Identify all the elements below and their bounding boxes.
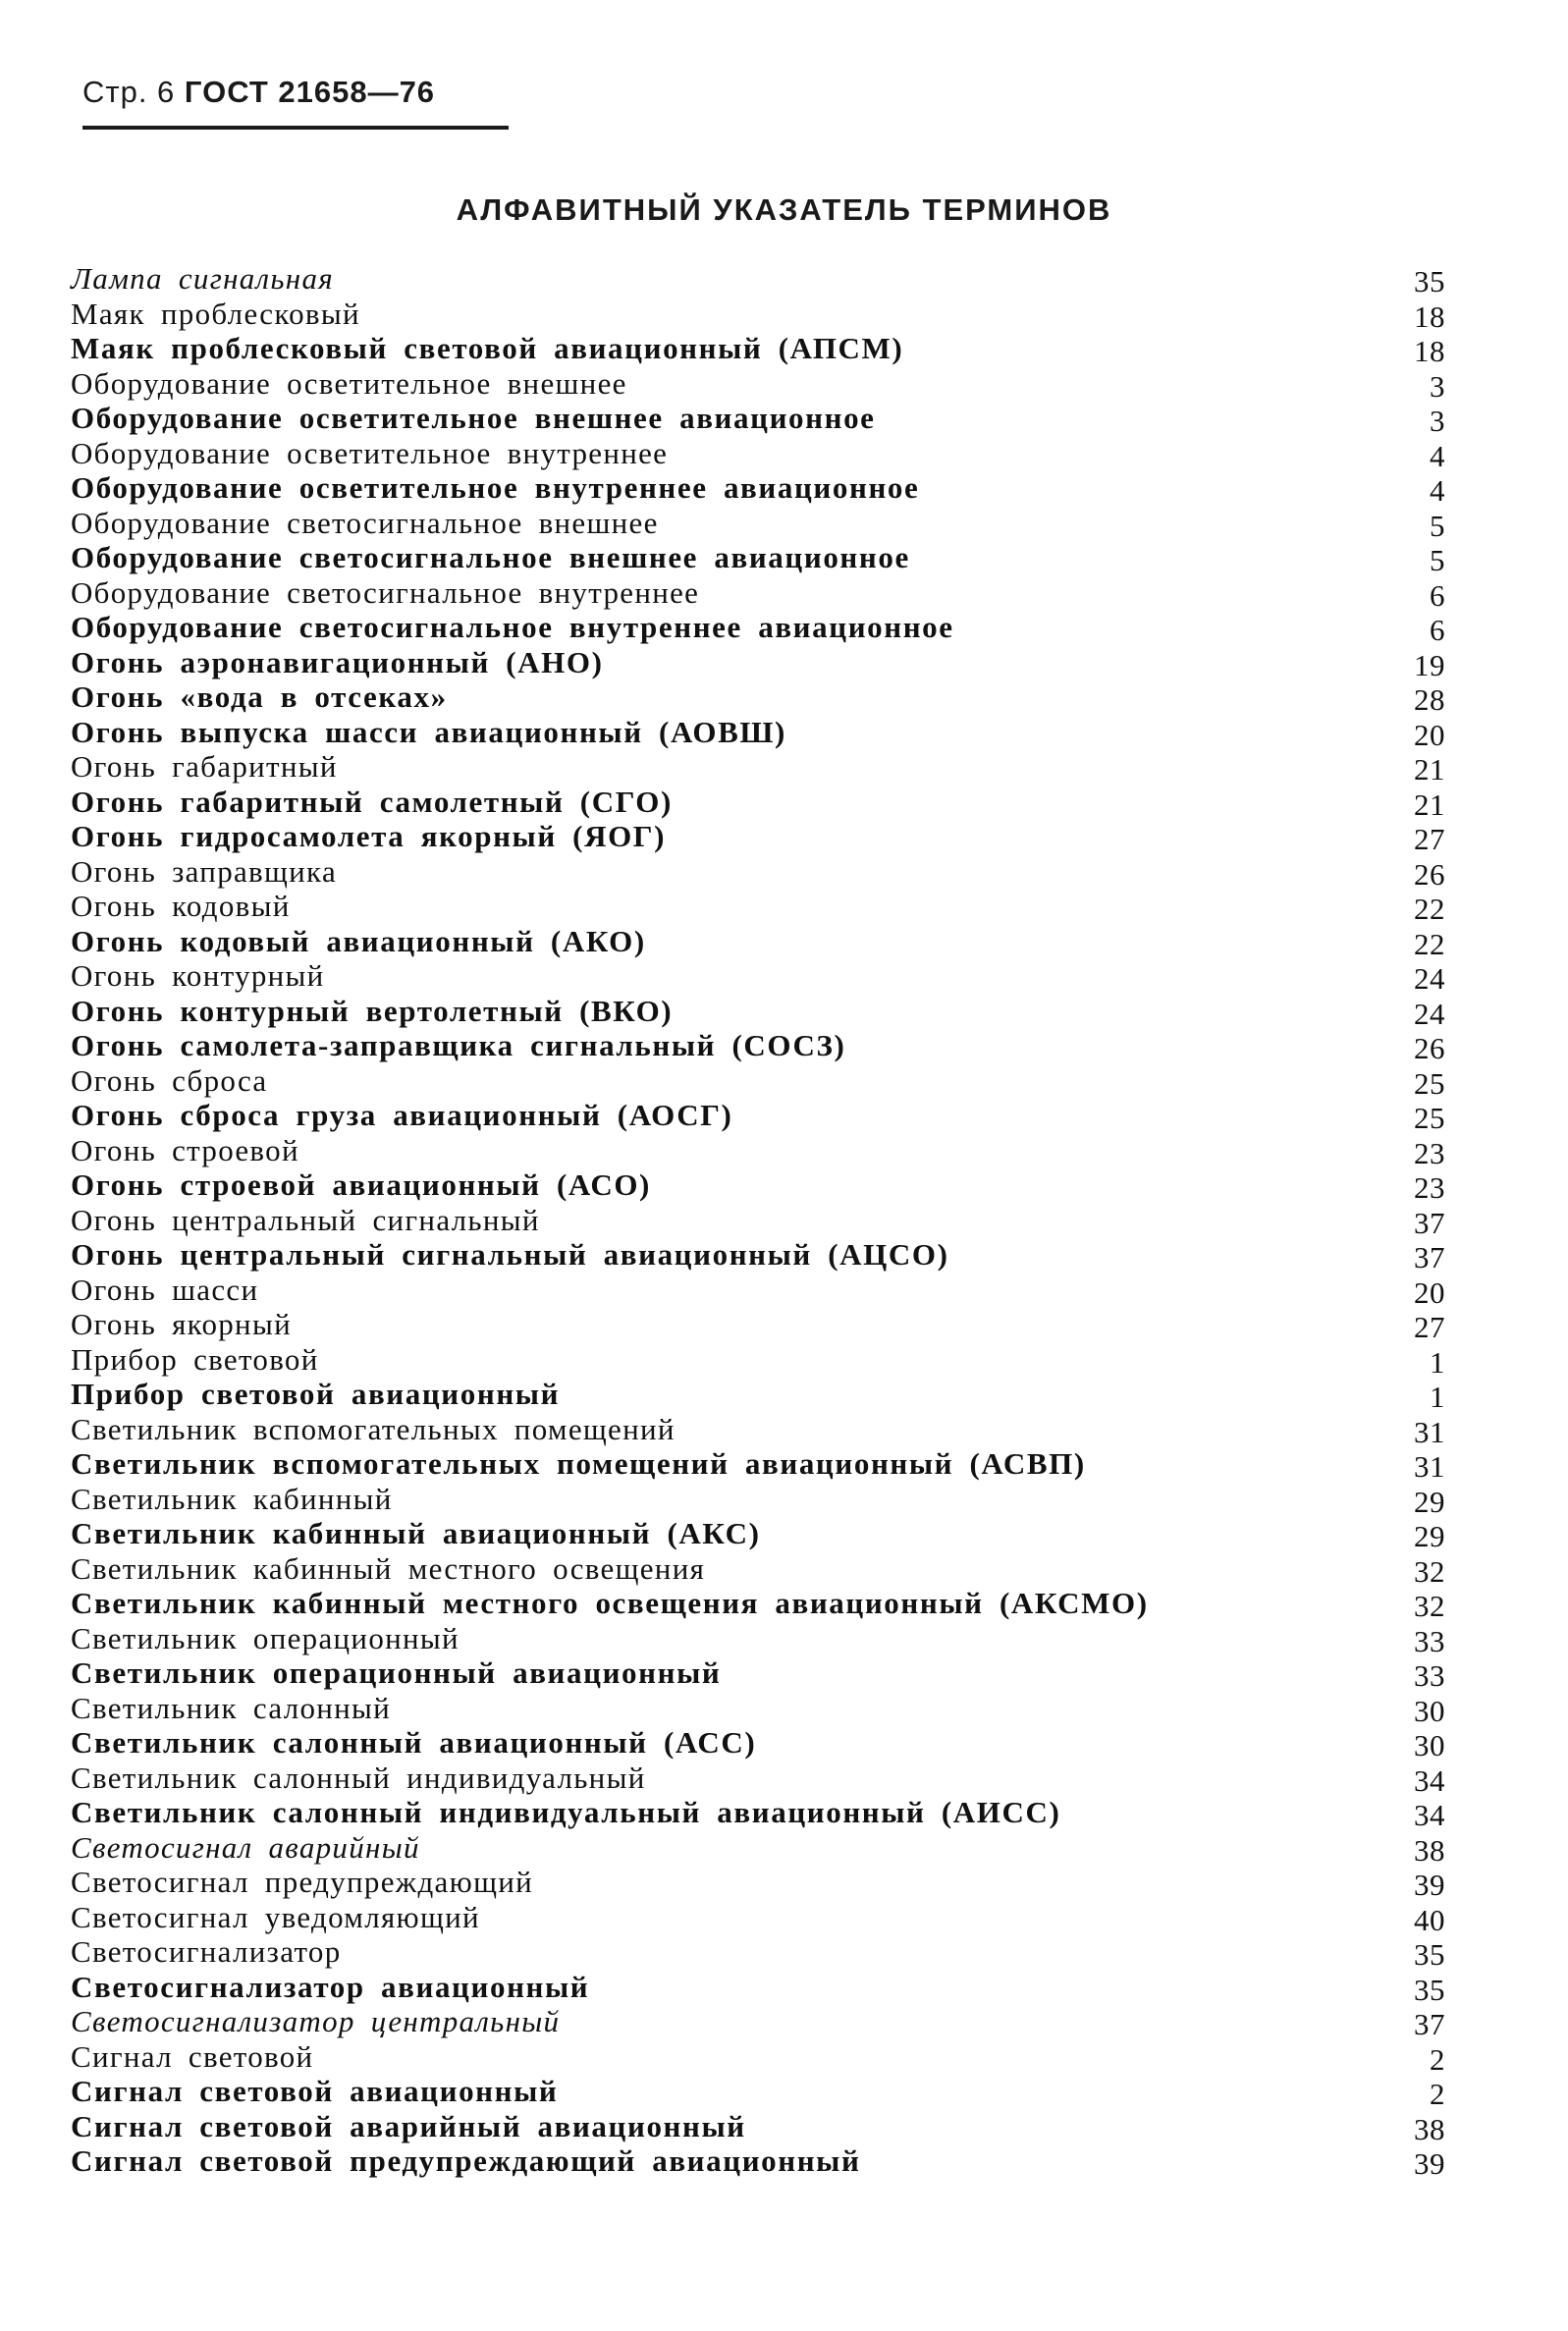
index-entry (71, 2039, 1445, 2075)
index-term: Огонь «вода в отсеках» (71, 679, 448, 714)
index-entry (71, 436, 1445, 471)
index-page-number: 3 (1430, 404, 1445, 438)
index-entry (71, 819, 1445, 854)
index-term: Огонь якорный (71, 1307, 292, 1341)
index-entry (71, 958, 1445, 994)
index-page-number: 5 (1430, 508, 1445, 543)
index-entry (71, 1133, 1445, 1168)
index-term: Оборудование осветительное внешнее авиационное (71, 401, 876, 435)
index-entry (71, 1377, 1445, 1412)
index-entry (71, 1063, 1445, 1099)
index-entry (71, 470, 1445, 506)
index-term: Огонь шасси (71, 1272, 259, 1307)
index-term: Светильник операционный (71, 1620, 460, 1655)
index-page-number: 37 (1414, 2007, 1445, 2041)
index-page-number: 24 (1414, 996, 1445, 1031)
index-page-number: 18 (1414, 334, 1445, 368)
index-entry (71, 1621, 1445, 1656)
index-page-number: 23 (1414, 1170, 1445, 1205)
index-entry (71, 645, 1445, 680)
index-page-number: 4 (1430, 438, 1445, 473)
index-page-number: 24 (1414, 961, 1445, 996)
index-entry (71, 715, 1445, 750)
index-entry (71, 889, 1445, 924)
index-page-number: 38 (1414, 2111, 1445, 2146)
index-term: Огонь центральный сигнальный авиационный (АЦСО) (71, 1237, 949, 1272)
index-term: Светосигнализатор центральный (71, 2004, 561, 2038)
index-page-number: 25 (1414, 1065, 1445, 1101)
index-term: Светильник кабинный (71, 1481, 393, 1516)
index-page-number: 32 (1414, 1589, 1445, 1623)
index-entry (71, 2074, 1445, 2109)
index-term: Светильник вспомогательных помещений авиационный (АСВП) (71, 1446, 1086, 1481)
index-entry (71, 1028, 1445, 1063)
index-page-number: 30 (1414, 1693, 1445, 1728)
index-term: Светосигнал аварийный (71, 1829, 420, 1865)
index-term: Огонь кодовый авиационный (АКО) (71, 923, 646, 958)
index-entry (71, 1482, 1445, 1517)
index-term: Огонь выпуска шасси авиационный (АОВШ) (71, 714, 786, 749)
index-entry (71, 1446, 1445, 1482)
index-page-number: 23 (1414, 1135, 1445, 1170)
index-page-number: 26 (1414, 856, 1445, 892)
index-term: Светильник салонный (71, 1690, 392, 1725)
index-page-number: 39 (1414, 2146, 1445, 2181)
index-term: Прибор световой (71, 1341, 319, 1377)
index-page-number: 34 (1414, 1762, 1445, 1798)
index-term: Огонь аэронавигационный (АНО) (71, 644, 604, 679)
index-page-number: 5 (1430, 543, 1445, 577)
page-header (82, 75, 435, 110)
index-entry (71, 1273, 1445, 1308)
index-term: Огонь сброса (71, 1062, 268, 1098)
index-term: Огонь контурный вертолетный (ВКО) (71, 993, 674, 1028)
index-entry (71, 1551, 1445, 1587)
index-term: Огонь сброса груза авиационный (АОСГ) (71, 1098, 733, 1132)
index-entry (71, 1761, 1445, 1796)
index-page-number: 31 (1414, 1414, 1445, 1449)
index-entry (71, 1725, 1445, 1761)
index-entry (71, 540, 1445, 575)
page-number-label: Стр. 6 (82, 75, 176, 109)
index-page-number: 21 (1414, 752, 1445, 786)
index-page-number: 26 (1414, 1031, 1445, 1065)
index-entry (71, 261, 1445, 297)
index-page-number: 32 (1414, 1553, 1445, 1589)
index-term: Оборудование светосигнальное внутреннее авиационное (71, 610, 954, 644)
index-title: АЛФАВИТНЫЙ УКАЗАТЕЛЬ ТЕРМИНОВ (456, 192, 1112, 227)
index-entry (71, 1342, 1445, 1378)
index-page-number: 1 (1430, 1380, 1445, 1414)
index-entry (71, 1516, 1445, 1551)
index-page-number: 35 (1414, 264, 1445, 298)
index-entry (71, 994, 1445, 1029)
index-term: Огонь габаритный (71, 749, 338, 784)
index-entry (71, 1830, 1445, 1866)
index-term: Огонь кодовый (71, 889, 291, 923)
index-term: Огонь самолета-заправщика сигнальный (СОСЗ) (71, 1028, 846, 1062)
index-term: Светильник кабинный местного освещения авиационный (АКСМО) (71, 1586, 1149, 1620)
index-page-number: 4 (1430, 473, 1445, 508)
index-page-number: 35 (1414, 1937, 1445, 1972)
index-entry (71, 1934, 1445, 1970)
header-rule (82, 126, 509, 130)
index-page-number: 2 (1430, 2041, 1445, 2077)
index-term: Оборудование осветительное внутреннее авиационное (71, 470, 920, 505)
index-term: Светильник салонный индивидуальный авиационный (АИСС) (71, 1795, 1061, 1829)
index-term: Оборудование осветительное внешнее (71, 365, 627, 401)
index-page-number: 18 (1414, 298, 1445, 334)
index-term: Огонь контурный (71, 958, 325, 993)
index-term: Светильник кабинный авиационный (АКС) (71, 1516, 761, 1550)
index-term: Светосигнализатор авиационный (71, 1969, 590, 2004)
term-index-list (71, 261, 1445, 2179)
index-entry (71, 1795, 1445, 1830)
index-term: Светосигнал предупреждающий (71, 1865, 534, 1899)
index-term: Оборудование светосигнальное внутреннее (71, 574, 700, 610)
index-page-number: 37 (1414, 1240, 1445, 1274)
index-term: Светосигнализатор (71, 1934, 342, 1969)
index-page-number: 19 (1414, 647, 1445, 682)
index-entry (71, 401, 1445, 436)
index-entry (71, 1098, 1445, 1133)
index-term: Светильник вспомогательных помещений (71, 1411, 676, 1446)
index-page-number: 27 (1414, 1310, 1445, 1344)
index-term: Светильник салонный индивидуальный (71, 1760, 646, 1795)
index-entry (71, 1203, 1445, 1238)
index-page-number: 22 (1414, 926, 1445, 961)
index-page-number: 20 (1414, 1274, 1445, 1310)
index-page-number: 35 (1414, 1972, 1445, 2007)
index-term: Светильник салонный авиационный (АСС) (71, 1725, 757, 1760)
index-term: Светильник операционный авиационный (71, 1655, 722, 1690)
index-term: Светосигнал уведомляющий (71, 1899, 480, 1934)
index-entry (71, 1307, 1445, 1342)
index-page-number: 1 (1430, 1344, 1445, 1380)
index-page-number: 3 (1430, 368, 1445, 404)
index-entry (71, 366, 1445, 402)
index-term: Огонь строевой авиационный (АСО) (71, 1167, 651, 1202)
index-entry (71, 610, 1445, 645)
index-page-number: 33 (1414, 1658, 1445, 1693)
index-page-number: 22 (1414, 892, 1445, 926)
index-entry (71, 1691, 1445, 1726)
index-page-number: 20 (1414, 717, 1445, 752)
index-entry (71, 575, 1445, 611)
index-page-number: 38 (1414, 1832, 1445, 1868)
index-term: Оборудование светосигнальное внешнее авиационное (71, 540, 910, 574)
index-page-number: 25 (1414, 1101, 1445, 1135)
index-entry (71, 297, 1445, 332)
index-page-number: 6 (1430, 577, 1445, 613)
standard-code: ГОСТ 21658—76 (184, 75, 436, 109)
index-page-number: 40 (1414, 1902, 1445, 1937)
index-entry (71, 1237, 1445, 1273)
index-term: Огонь строевой (71, 1132, 299, 1167)
index-page-number: 31 (1414, 1449, 1445, 1484)
index-page-number: 30 (1414, 1728, 1445, 1762)
index-entry (71, 2143, 1445, 2179)
index-term: Маяк проблесковый световой авиационный (АПСМ) (71, 331, 904, 365)
index-page-number: 6 (1430, 613, 1445, 647)
index-term: Сигнал световой (71, 2038, 314, 2074)
index-entry (71, 924, 1445, 959)
index-term: Светильник кабинный местного освещения (71, 1550, 706, 1586)
index-entry (71, 785, 1445, 820)
index-term: Маяк проблесковый (71, 296, 360, 331)
index-page-number: 29 (1414, 1519, 1445, 1553)
index-term: Оборудование осветительное внутреннее (71, 435, 669, 470)
index-entry (71, 1167, 1445, 1203)
index-entry (71, 1865, 1445, 1900)
index-entry (71, 679, 1445, 715)
index-page-number: 21 (1414, 786, 1445, 822)
index-entry (71, 1655, 1445, 1691)
index-term: Оборудование светосигнальное внешнее (71, 505, 659, 540)
index-entry (71, 2004, 1445, 2039)
index-page-number: 39 (1414, 1868, 1445, 1902)
index-entry (71, 331, 1445, 366)
index-term: Сигнал световой авиационный (71, 2074, 559, 2108)
index-entry (71, 1586, 1445, 1621)
index-entry (71, 1970, 1445, 2005)
index-term: Огонь заправщика (71, 853, 338, 889)
index-page-number: 29 (1414, 1484, 1445, 1519)
index-term: Лампа сигнальная (71, 261, 334, 296)
index-term: Огонь гидросамолета якорный (ЯОГ) (71, 819, 667, 853)
index-page-number: 34 (1414, 1798, 1445, 1832)
index-term: Сигнал световой аварийный авиационный (71, 2108, 746, 2143)
index-page-number: 28 (1414, 682, 1445, 717)
index-entry (71, 854, 1445, 890)
index-term: Огонь габаритный самолетный (СГО) (71, 784, 673, 819)
index-term: Прибор световой авиационный (71, 1377, 561, 1411)
index-term: Сигнал световой предупреждающий авиационный (71, 2143, 861, 2178)
index-entry (71, 506, 1445, 541)
index-page-number: 33 (1414, 1623, 1445, 1658)
index-page-number: 2 (1430, 2077, 1445, 2111)
index-entry (71, 1412, 1445, 1447)
index-entry (71, 1900, 1445, 1935)
index-page-number: 27 (1414, 822, 1445, 856)
index-entry (71, 2109, 1445, 2144)
index-term: Огонь центральный сигнальный (71, 1202, 540, 1237)
index-page-number: 37 (1414, 1205, 1445, 1240)
index-entry (71, 749, 1445, 785)
